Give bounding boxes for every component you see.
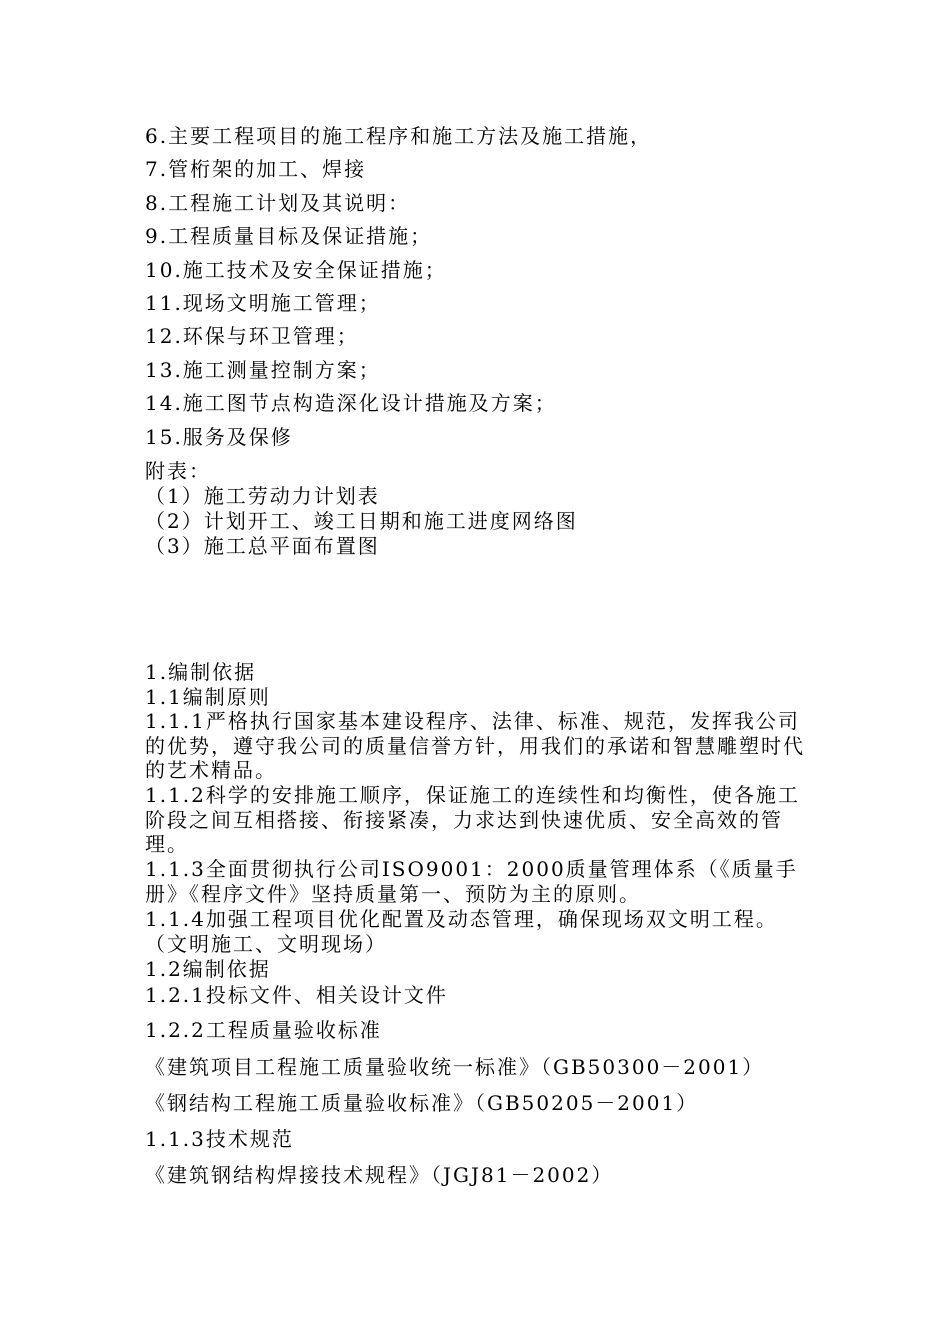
section-1-title: 1.编制依据: [145, 660, 257, 684]
paragraph-1-1-4: 1.1.4加强工程项目优化配置及动态管理，确保现场双文明工程。（文明施工、文明现场）: [145, 907, 778, 956]
paragraph-1-1-3: 1.1.3全面贯彻执行公司ISO9001：2000质量管理体系（《质量手册》《程序文件》坚持质量第一、预防为主的原则。: [145, 857, 798, 906]
paragraph-1-2-1: 1.2.1投标文件、相关设计文件: [145, 983, 448, 1007]
section-1-2-title: 1.2编制依据: [145, 957, 271, 981]
standard-gb50205: 《钢结构工程施工质量验收标准》（GB50205－2001）: [145, 1091, 699, 1115]
toc-item-12: 12.环保与环卫管理；: [145, 324, 359, 348]
toc-item-14: 14.施工图节点构造深化设计措施及方案；: [145, 391, 557, 415]
appendix-item-2: （2）计划开工、竣工日期和施工进度网络图: [145, 509, 578, 533]
section-1-1-title: 1.1编制原则: [145, 685, 271, 709]
toc-item-11: 11.现场文明施工管理；: [145, 291, 381, 315]
toc-item-10: 10.施工技术及安全保证措施；: [145, 258, 447, 282]
toc-item-7: 7.管桁架的加工、焊接: [145, 157, 367, 181]
toc-item-13: 13.施工测量控制方案；: [145, 358, 381, 382]
standard-jgj81: 《建筑钢结构焊接技术规程》（JGJ81－2002）: [145, 1163, 614, 1187]
standard-gb50300: 《建筑项目工程施工质量验收统一标准》（GB50300－2001）: [145, 1055, 765, 1079]
toc-item-15: 15.服务及保修: [145, 425, 293, 449]
toc-item-6: 6.主要工程项目的施工程序和施工方法及施工措施，: [145, 124, 653, 148]
appendix-item-1: （1）施工劳动力计划表: [145, 484, 380, 508]
appendix-title: 附表：: [145, 459, 211, 483]
paragraph-1-1-2: 1.1.2科学的安排施工顺序，保证施工的连续性和均衡性，使各施工阶段之间互相搭接、衔接紧凑，力求达到快速优质、安全高效的管理。: [145, 783, 800, 856]
toc-item-9: 9.工程质量目标及保证措施；: [145, 224, 433, 248]
paragraph-1-1-1: 1.1.1严格执行国家基本建设程序、法律、标准、规范，发挥我公司的优势，遵守我公司的质量信誉方针，用我们的承诺和智慧雕塑时代的艺术精品。: [145, 709, 805, 782]
toc-item-8: 8.工程施工计划及其说明：: [145, 191, 411, 215]
paragraph-tech-spec: 1.1.3技术规范: [145, 1127, 294, 1151]
paragraph-1-2-2: 1.2.2工程质量验收标准: [145, 1018, 382, 1042]
appendix-item-3: （3）施工总平面布置图: [145, 534, 380, 558]
